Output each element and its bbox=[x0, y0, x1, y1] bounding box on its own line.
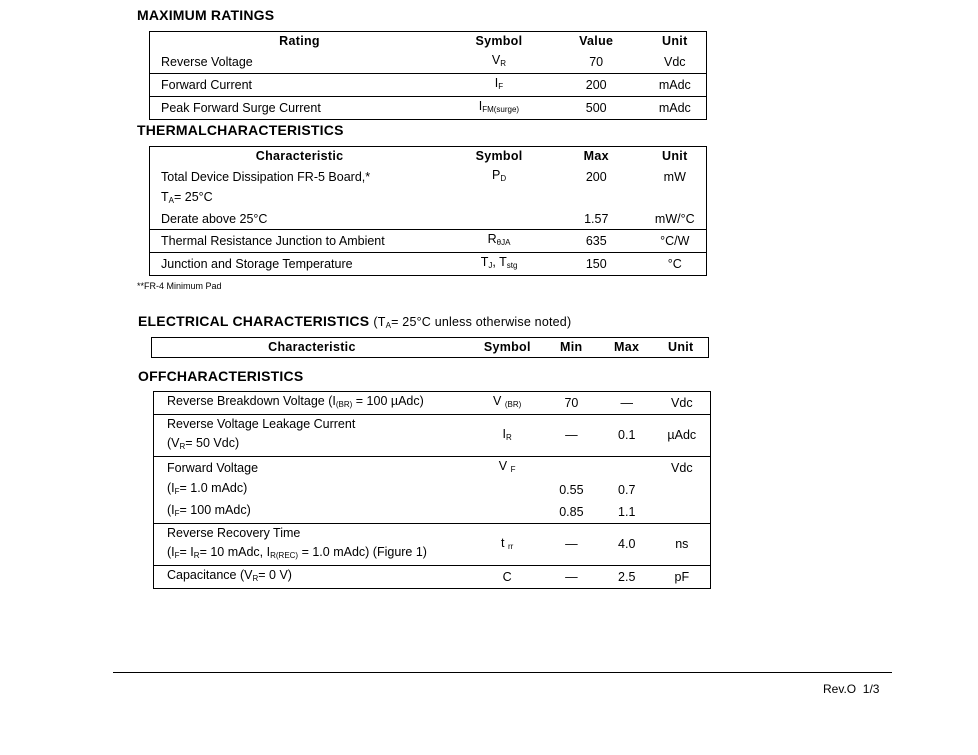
unit-cell: mW/°C bbox=[644, 210, 707, 230]
table-row bbox=[154, 457, 711, 480]
table-row bbox=[150, 74, 707, 97]
unit-cell: pF bbox=[674, 569, 690, 584]
max-cell: 150 bbox=[585, 256, 607, 271]
unit-cell: mAdc bbox=[644, 74, 707, 97]
header-symbol: Symbol bbox=[475, 149, 523, 163]
characteristic-cell: ($I_F= 100$ mAdc) bbox=[154, 501, 472, 524]
header-unit: Unit bbox=[662, 34, 688, 48]
unit-cell: Vdc bbox=[654, 392, 711, 415]
header-unit: Unit bbox=[668, 340, 694, 354]
header-value: Value bbox=[579, 34, 614, 48]
rating-cell: Forward Current bbox=[150, 74, 450, 97]
page-number: 1/3 bbox=[862, 682, 880, 696]
min-cell: — bbox=[543, 524, 600, 566]
symbol-cell: $R_{\theta JA}$ bbox=[449, 230, 549, 253]
table-row bbox=[150, 51, 707, 74]
symbol-cell: $I_R$ bbox=[471, 415, 543, 457]
unit-cell: °C bbox=[667, 256, 682, 271]
max-cell: 0.7 bbox=[618, 482, 636, 497]
off-title: OFFCHARACTERISTICS bbox=[138, 368, 304, 384]
characteristic-cell: ($I_F= I_R= 10$ mAdc, $I_{R(REC)} = 1.0$ mAdc) (Figure 1) bbox=[154, 543, 472, 566]
header-rating: Rating bbox=[279, 34, 320, 48]
unit-cell: mAdc bbox=[658, 100, 691, 115]
characteristic-cell: ($V_R= 50$ Vdc) bbox=[154, 434, 472, 457]
min-cell: 0.55 bbox=[559, 482, 584, 497]
table-row bbox=[154, 479, 711, 501]
characteristic-cell: $T_A= 25^\circ C$ bbox=[161, 190, 213, 205]
symbol-cell: C bbox=[502, 569, 512, 584]
unit-cell: °C/W bbox=[644, 230, 707, 253]
min-cell: — bbox=[565, 569, 578, 584]
footer-revision: Rev.O 1/3 bbox=[823, 682, 880, 696]
header-characteristic: Characteristic bbox=[255, 149, 344, 163]
table-row bbox=[154, 501, 711, 524]
table-row bbox=[154, 524, 711, 544]
unit-cell: Vdc bbox=[671, 460, 693, 475]
unit-cell: mW bbox=[663, 169, 686, 184]
max-ratings-title: MAXIMUM RATINGS bbox=[137, 7, 275, 23]
symbol-cell: $I_F$ bbox=[449, 74, 549, 97]
max-cell: 4.0 bbox=[600, 524, 654, 566]
unit-cell: ns bbox=[654, 524, 711, 566]
symbol-cell: V $_{(BR)}$ bbox=[471, 392, 543, 415]
thermal-title: THERMALCHARACTERISTICS bbox=[137, 122, 344, 138]
header-max: Max bbox=[613, 340, 640, 354]
min-cell: 70 bbox=[543, 392, 600, 415]
electrical-title: ELECTRICAL CHARACTERISTICS ($T_A= 25^\circ C$ unless otherwise noted) bbox=[138, 313, 572, 330]
characteristic-cell: Reverse Breakdown Voltage ($I_{(BR)} = 100$ µAdc) bbox=[154, 392, 472, 415]
table-row bbox=[154, 392, 711, 415]
min-cell: 0.85 bbox=[543, 501, 600, 524]
value-cell: 70 bbox=[549, 51, 644, 74]
rating-cell: Reverse Voltage bbox=[150, 51, 450, 74]
header-unit: Unit bbox=[662, 149, 688, 163]
characteristic-cell: Reverse Recovery Time bbox=[167, 526, 301, 540]
characteristic-cell: Junction and Storage Temperature bbox=[161, 256, 353, 271]
electrical-header-table bbox=[151, 337, 709, 358]
min-cell: — bbox=[543, 415, 600, 457]
characteristic-cell: Derate above 25°C bbox=[150, 210, 450, 230]
symbol-cell: $V_R$ bbox=[449, 51, 549, 74]
max-cell: 2.5 bbox=[618, 569, 636, 584]
value-cell: 200 bbox=[549, 74, 644, 97]
table-row bbox=[150, 166, 707, 188]
max-cell: 1.57 bbox=[549, 210, 644, 230]
table-row bbox=[150, 97, 707, 120]
characteristic-cell: Total Device Dissipation FR-5 Board,* bbox=[161, 169, 371, 184]
table-row bbox=[154, 566, 711, 589]
header-min: Min bbox=[559, 340, 583, 354]
header-symbol: Symbol bbox=[475, 34, 523, 48]
max-cell: 200 bbox=[585, 169, 607, 184]
characteristic-cell: Reverse Voltage Leakage Current bbox=[167, 417, 356, 431]
footnote: **FR-4 Minimum Pad bbox=[137, 281, 222, 291]
header-characteristic: Characteristic bbox=[268, 340, 356, 354]
table-row bbox=[150, 253, 707, 276]
off-table bbox=[153, 391, 711, 589]
max-cell: 635 bbox=[549, 230, 644, 253]
unit-cell: Vdc bbox=[644, 51, 707, 74]
thermal-header-row bbox=[150, 147, 707, 167]
characteristic-cell: ($I_F= 1.0$ mAdc) bbox=[167, 481, 248, 496]
footer-divider bbox=[113, 672, 892, 673]
max-cell: 1.1 bbox=[600, 501, 654, 524]
symbol-cell: V $_F$ bbox=[498, 459, 516, 474]
symbol-cell: t $_{rr}$ bbox=[471, 524, 543, 566]
table-row bbox=[150, 230, 707, 253]
header-symbol: Symbol bbox=[483, 340, 531, 354]
table-row bbox=[154, 415, 711, 435]
characteristic-cell: Thermal Resistance Junction to Ambient bbox=[150, 230, 450, 253]
max-cell: 0.1 bbox=[600, 415, 654, 457]
symbol-cell: $T_J$, $T_{stg}$ bbox=[480, 255, 518, 270]
max-ratings-table bbox=[149, 31, 707, 120]
table-row bbox=[150, 188, 707, 210]
symbol-cell: $P_D$ bbox=[491, 168, 507, 183]
characteristic-cell: Capacitance ($V_R= 0$ V) bbox=[167, 568, 292, 583]
thermal-table bbox=[149, 146, 707, 276]
characteristic-cell: Forward Voltage bbox=[167, 460, 259, 475]
electrical-header-row bbox=[152, 338, 709, 358]
table-row bbox=[150, 210, 707, 230]
rating-cell: Peak Forward Surge Current bbox=[161, 100, 321, 115]
value-cell: 500 bbox=[585, 100, 607, 115]
unit-cell: µAdc bbox=[654, 415, 711, 457]
max-cell: — bbox=[600, 392, 654, 415]
max-ratings-header-row bbox=[150, 32, 707, 52]
header-max: Max bbox=[583, 149, 609, 163]
symbol-cell: $I_{FM(surge)}$ bbox=[478, 99, 520, 114]
